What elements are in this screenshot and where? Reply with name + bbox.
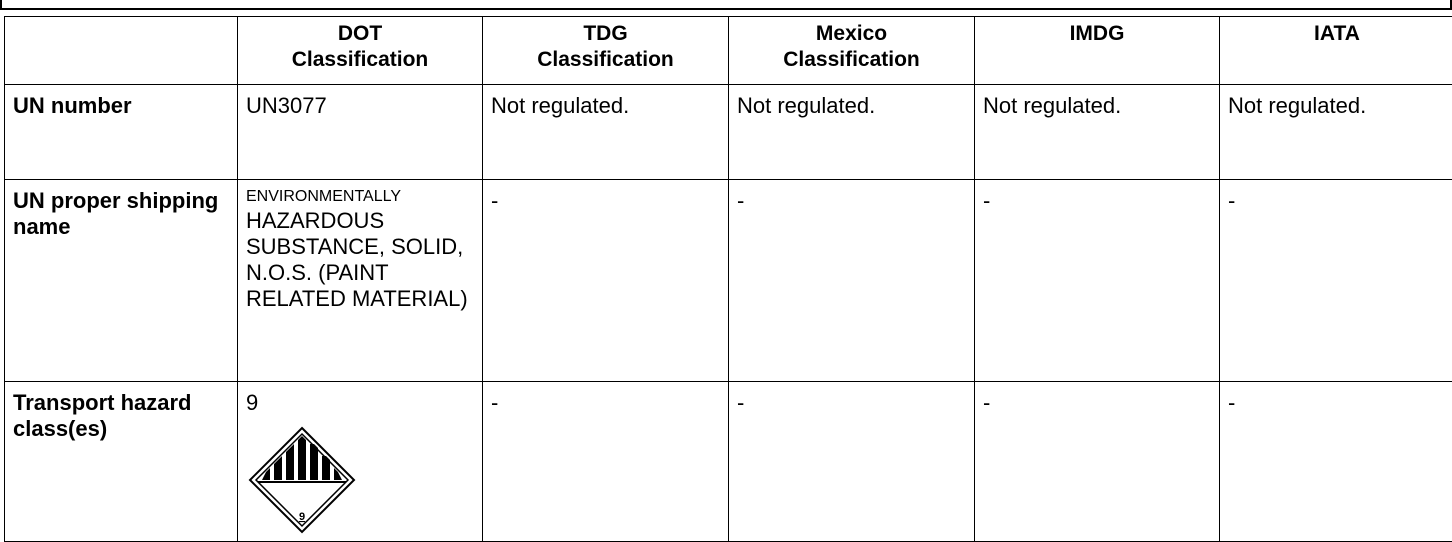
column-header-iata [1220, 17, 1452, 85]
cell-dot-un-number: UN3077 [238, 85, 483, 180]
table-row-un-number [5, 85, 1452, 180]
cell-mexico-proper-shipping-name: - [729, 180, 975, 382]
cell-imdg-proper-shipping-name: - [975, 180, 1220, 382]
cell-imdg-un-number: Not regulated. [975, 85, 1220, 180]
column-header-line1: TDG [483, 21, 728, 47]
table-row-hazard-class [5, 382, 1452, 542]
cell-mexico-hazard-class: - [729, 382, 975, 542]
column-header-tdg [483, 17, 729, 85]
cell-tdg-hazard-class: - [483, 382, 729, 542]
column-header-mexico [729, 17, 975, 85]
header-empty-cell [5, 17, 238, 85]
section-top-rule [0, 0, 1452, 10]
table-row-proper-shipping-name [5, 180, 1452, 382]
cell-mexico-un-number: Not regulated. [729, 85, 975, 180]
column-header-line2: Classification [483, 47, 728, 73]
column-header-line2: Classification [729, 47, 974, 73]
class-9-hazard-placard-icon [246, 424, 358, 536]
row-header-un-number: UN number [5, 85, 238, 180]
column-header-line1: IMDG [975, 21, 1219, 47]
row-header-proper-shipping-name: UN proper shipping name [5, 180, 238, 382]
transport-information-table [4, 16, 1452, 542]
psn-first-word: ENVIRONMENTALLY [246, 186, 478, 208]
table-header-row [5, 17, 1452, 85]
column-header-imdg [975, 17, 1220, 85]
hazard-class-value: 9 [246, 390, 476, 416]
cell-tdg-un-number: Not regulated. [483, 85, 729, 180]
cell-iata-un-number: Not regulated. [1220, 85, 1452, 180]
column-header-line2: Classification [238, 47, 482, 73]
cell-tdg-proper-shipping-name: - [483, 180, 729, 382]
row-header-hazard-class: Transport hazard class(es) [5, 382, 238, 542]
cell-imdg-hazard-class: - [975, 382, 1220, 542]
column-header-line1: IATA [1220, 21, 1452, 47]
placard-class-number: 9 [299, 511, 305, 523]
cell-iata-hazard-class: - [1220, 382, 1452, 542]
cell-iata-proper-shipping-name: - [1220, 180, 1452, 382]
column-header-dot [238, 17, 483, 85]
psn-remaining-text: HAZARDOUS SUBSTANCE, SOLID, N.O.S. (PAINT RELATED MATERIAL) [246, 208, 478, 312]
cell-dot-proper-shipping-name [238, 180, 483, 382]
cell-dot-hazard-class [238, 382, 483, 542]
column-header-line1: DOT [238, 21, 482, 47]
column-header-line1: Mexico [729, 21, 974, 47]
